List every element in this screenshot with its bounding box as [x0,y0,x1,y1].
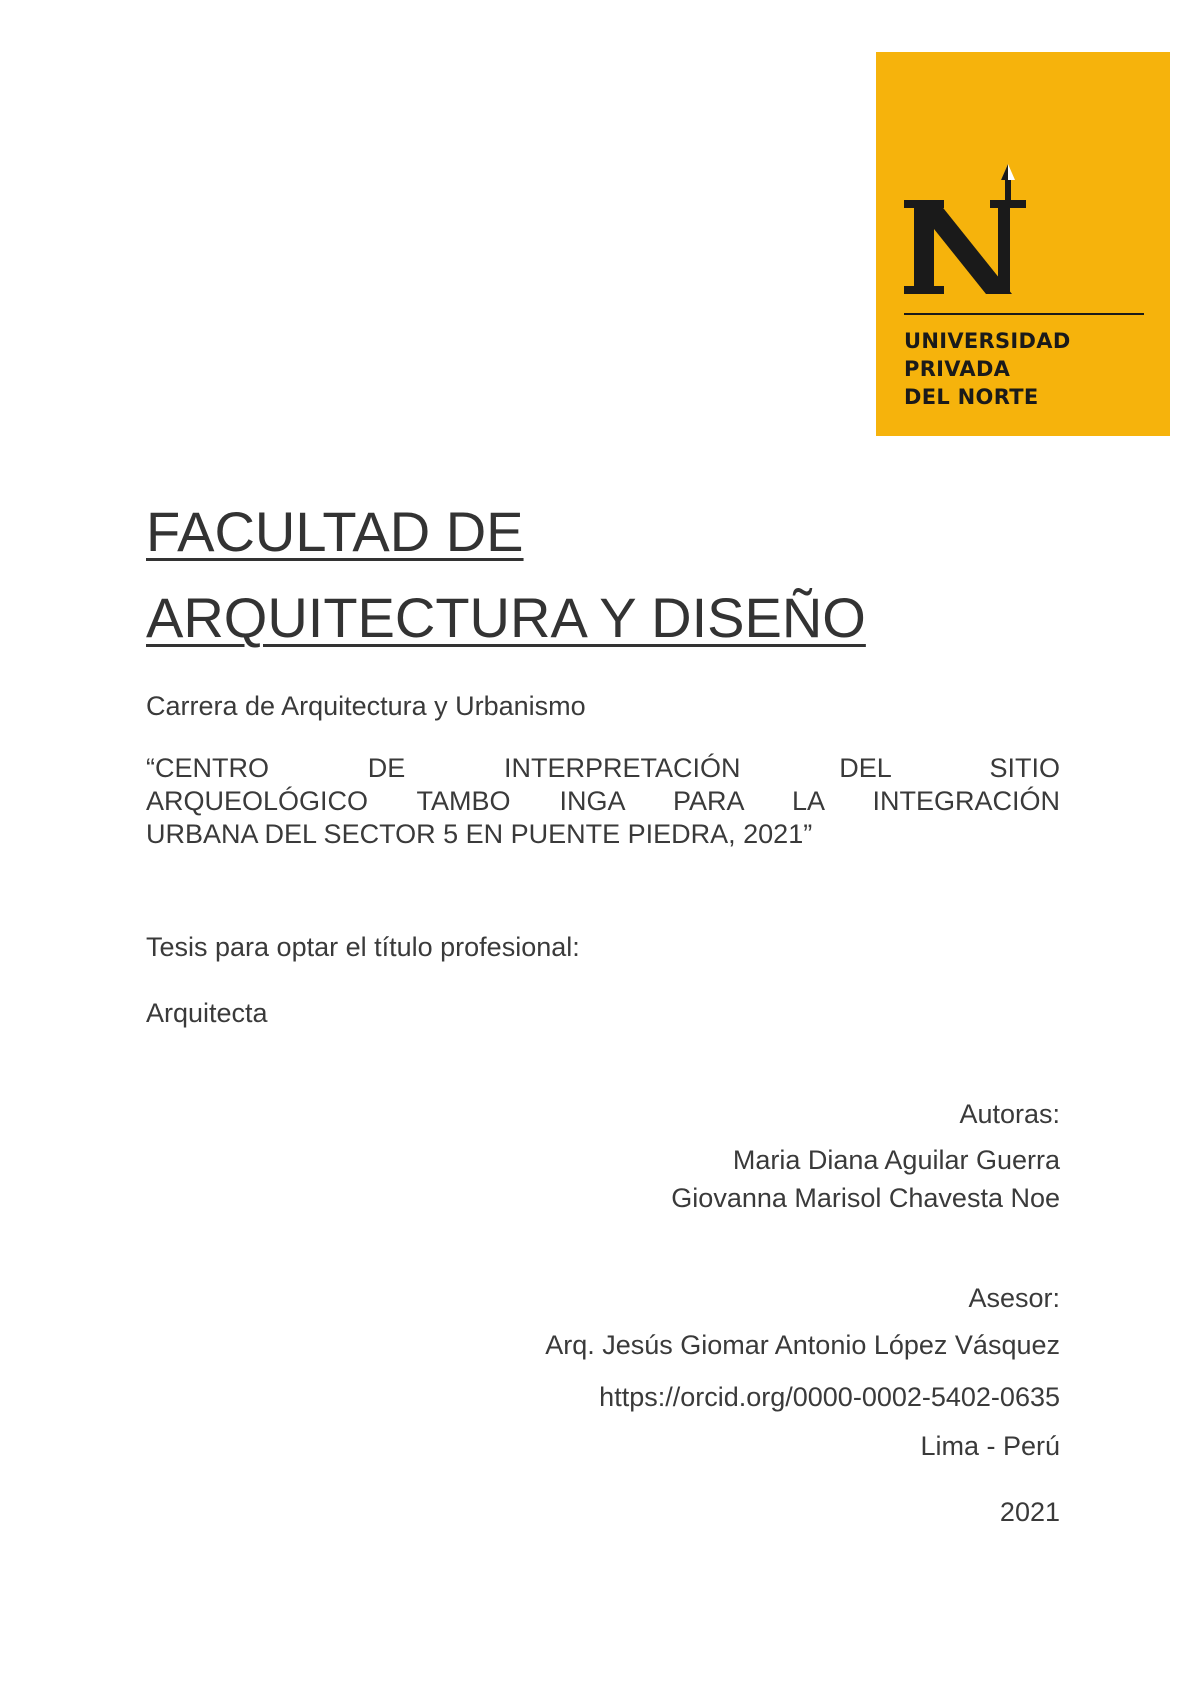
degree-label: Tesis para optar el título profesional: [146,932,580,962]
faculty-title-line-1: FACULTAD DE [146,500,524,563]
thesis-title-line-1: “CENTRO DE INTERPRETACIÓN DEL SITIO [146,753,1060,783]
place: Lima - Perú [920,1431,1060,1461]
author-name: Maria Diana Aguilar Guerra [732,1145,1060,1175]
year: 2021 [999,1497,1060,1527]
thesis-title-line-2: ARQUEOLÓGICO TAMBO INGA PARA LA INTEGRACIÓN [146,786,1060,816]
author-name: Giovanna Marisol Chavesta Noe [671,1183,1060,1213]
logo-name-line-1: UNIVERSIDAD [904,329,1071,353]
advisor-orcid-link[interactable]: https://orcid.org/0000-0002-5402-0635 [599,1382,1060,1412]
thesis-title [146,752,1060,851]
advisor-name: Arq. Jesús Giomar Antonio López Vásquez [545,1330,1060,1360]
faculty-title-line-2: ARQUITECTURA Y DISEÑO [146,586,866,649]
advisor-label: Asesor: [968,1283,1060,1313]
degree-title: Arquitecta [146,998,268,1028]
thesis-title-line-3: URBANA DEL SECTOR 5 EN PUENTE PIEDRA, 2021” [146,819,813,849]
university-logo [876,52,1170,436]
logo-name-line-3: DEL NORTE [904,385,1039,409]
career-name: Carrera de Arquitectura y Urbanismo [146,691,586,721]
logo-divider [904,313,1144,315]
upn-n-emblem-icon [900,164,1040,304]
authors-label: Autoras: [959,1099,1060,1129]
logo-name-line-2: PRIVADA [904,357,1011,381]
